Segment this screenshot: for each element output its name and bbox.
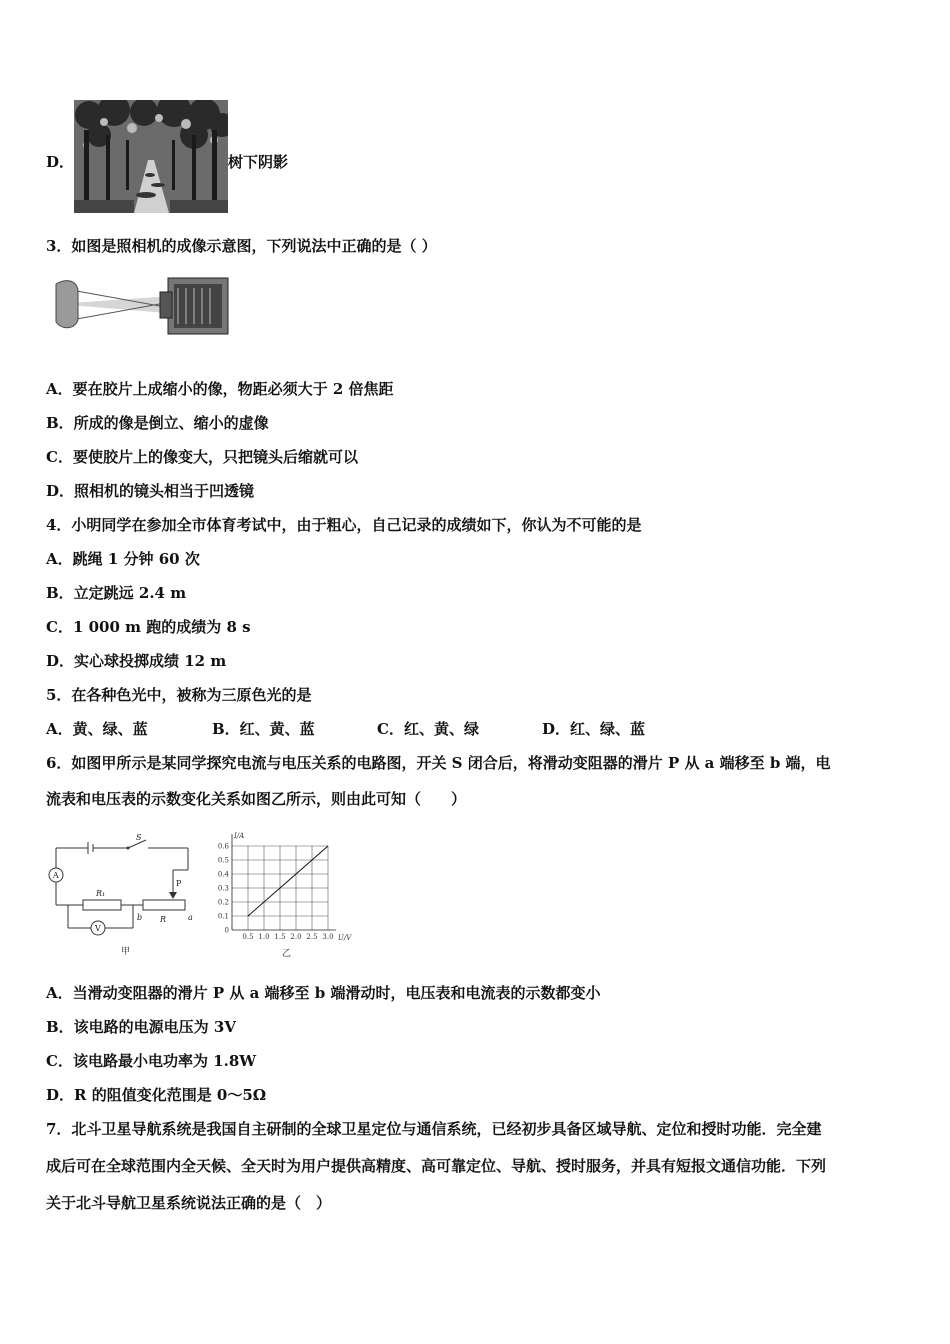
q5-option-d: D．红、绿、蓝: [542, 720, 646, 738]
y-tick-label: 0.2: [217, 898, 229, 907]
q6-option-c: C．该电路最小电功率为 1.8W: [46, 1052, 257, 1070]
q4-option-c: C．1 000 m 跑的成绩为 8 s: [46, 618, 251, 636]
x-tick-label: 1.5: [274, 933, 286, 941]
graph-ylabel: I/A: [234, 832, 245, 840]
x-tick-label: 2.0: [290, 933, 302, 941]
y-tick-label: 0.5: [217, 856, 229, 865]
x-tick-label: 2.5: [306, 933, 318, 941]
circuit-p-label: P: [176, 879, 182, 888]
q6-stem-line1: 6．如图甲所示是某同学探究电流与电压关系的电路图，开关 S 闭合后，将滑动变阻器的滑片 P 从 a 端移至 b 端，电: [46, 754, 831, 772]
circuit-r-label: R: [160, 915, 167, 924]
circuit-r1-label: R₁: [96, 889, 106, 898]
q4-option-a: A．跳绳 1 分钟 60 次: [46, 550, 200, 568]
tree-shadow-photo: [74, 100, 228, 213]
q5-option-b: B．红、黄、蓝: [212, 720, 315, 738]
q7-line1: 7．北斗卫星导航系统是我国自主研制的全球卫星定位与通信系统，已经初步具备区域导航、定位和授时功能．完全建: [46, 1120, 822, 1138]
q7-line3: 关于北斗导航卫星系统说法正确的是（ ）: [46, 1194, 332, 1212]
q4-option-b: B．立定跳远 2.4 m: [46, 584, 187, 602]
graph-xlabel: U/V: [338, 934, 352, 942]
q2-option-d-letter: D．: [46, 153, 75, 171]
iu-series-line: [248, 846, 328, 916]
x-tick-label: 1.0: [258, 933, 270, 941]
circuit-b-label: b: [137, 913, 143, 922]
circuit-ammeter-label: A: [53, 871, 59, 880]
circuit-caption: 甲: [121, 947, 131, 957]
circuit-a-label: a: [188, 913, 193, 922]
y-tick-label: 0: [224, 926, 229, 935]
y-tick-label: 0.1: [217, 912, 229, 921]
q6-option-a: A．当滑动变阻器的滑片 P 从 a 端移至 b 端滑动时，电压表和电流表的示数都变小: [46, 984, 601, 1002]
q6-stem-line2: 流表和电压表的示数变化关系如图乙所示，则由此可知（ ）: [46, 790, 467, 808]
x-tick-label: 3.0: [322, 933, 334, 941]
circuit-diagram: [48, 830, 198, 960]
circuit-switch-label: S: [136, 833, 142, 842]
y-tick-label: 0.4: [217, 870, 229, 879]
q6-option-b: B．该电路的电源电压为 3V: [46, 1018, 236, 1036]
camera-imaging-figure: [48, 270, 230, 338]
q6-option-d: D．R 的阻值变化范围是 0～5Ω: [46, 1086, 267, 1104]
graph-caption: 乙: [282, 949, 292, 959]
q7-line2: 成后可在全球范围内全天候、全天时为用户提供高精度、高可靠定位、导航、授时服务，并具有短报文通信功能．下列: [46, 1157, 827, 1175]
y-tick-label: 0.3: [217, 884, 229, 893]
q5-stem: 5．在各种色光中，被称为三原色光的是: [46, 686, 312, 704]
q2-option-d-caption: 树下阴影: [228, 153, 289, 171]
q4-stem: 4．小明同学在参加全市体育考试中，由于粗心，自己记录的成绩如下，你认为不可能的是: [46, 516, 642, 534]
q4-option-d: D．实心球投掷成绩 12 m: [46, 652, 227, 670]
q3-option-a: A．要在胶片上成缩小的像，物距必须大于 2 倍焦距: [46, 380, 394, 398]
q3-option-c: C．要使胶片上的像变大，只把镜头后缩就可以: [46, 448, 358, 466]
circuit-voltmeter-label: V: [95, 924, 101, 933]
q3-stem: 3．如图是照相机的成像示意图，下列说法中正确的是（ ）: [46, 237, 437, 255]
q3-option-d: D．照相机的镜头相当于凹透镜: [46, 482, 255, 500]
y-tick-label: 0.6: [217, 842, 229, 851]
q5-option-a: A．黄、绿、蓝: [46, 720, 148, 738]
q5-option-c: C．红、黄、绿: [377, 720, 479, 738]
q3-option-b: B．所成的像是倒立、缩小的虚像: [46, 414, 269, 432]
iu-graph: [212, 828, 362, 962]
x-tick-label: 0.5: [242, 933, 254, 941]
